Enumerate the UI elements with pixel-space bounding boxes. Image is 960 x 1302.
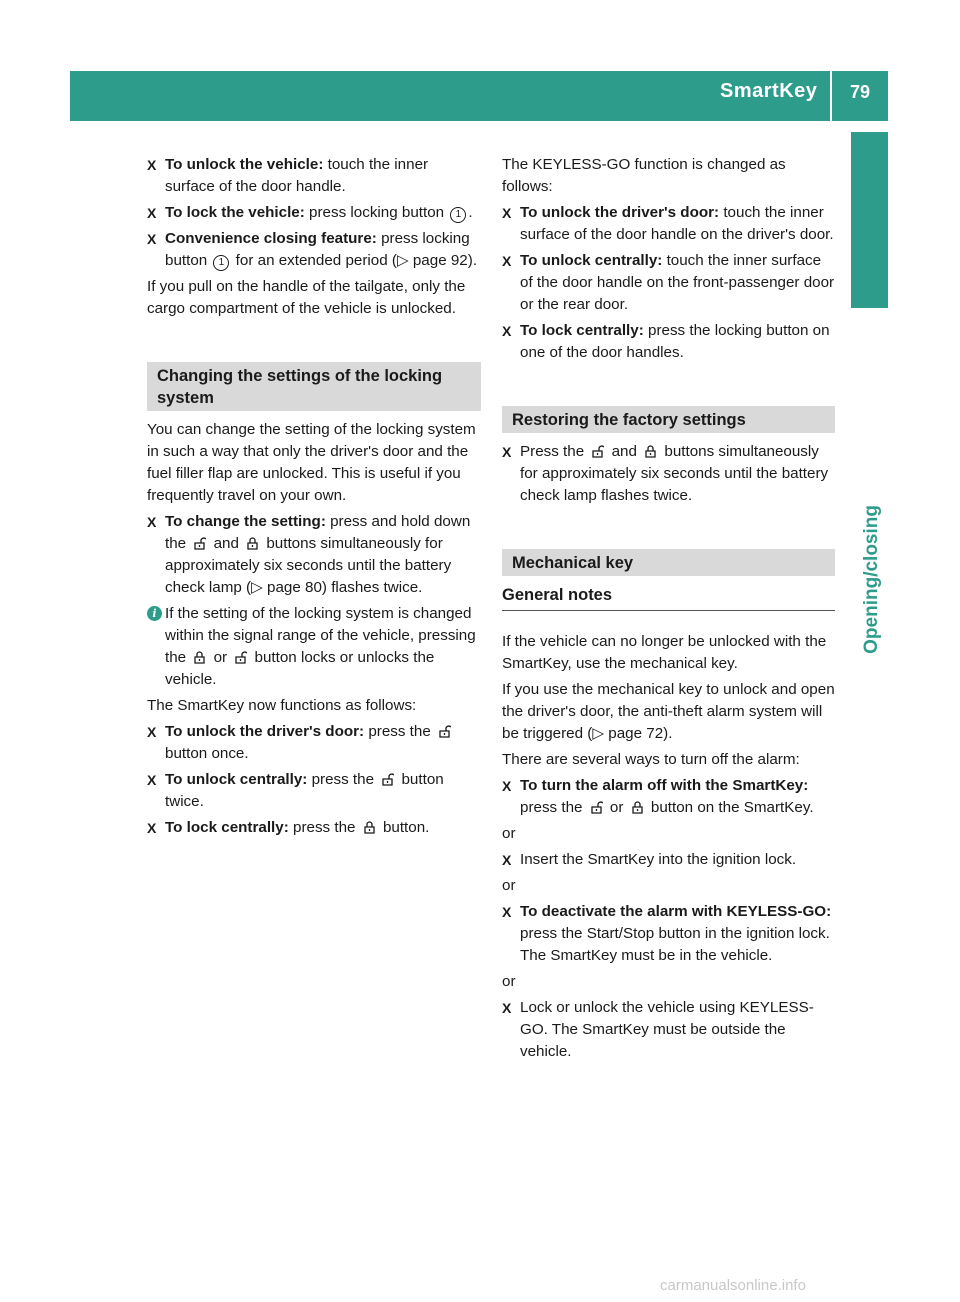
lock-button-icon xyxy=(246,536,259,550)
section-title: SmartKey xyxy=(720,80,818,102)
unlock-button-icon xyxy=(438,724,451,738)
info-text: If the setting of the locking system is changed within the signal range of the vehicle, pressing the xyxy=(165,605,476,666)
paragraph-text: If you use the mechanical key to unlock and open the driver's door, the anti-theft alarm system will be triggered ( xyxy=(502,681,835,742)
callout-1-icon: 1 xyxy=(450,207,466,223)
step-text: ). xyxy=(467,252,478,269)
step-text: press the xyxy=(307,771,379,788)
paragraph-alarm-triggered xyxy=(502,679,835,745)
paragraph-text: ). xyxy=(663,725,673,742)
step-marker: X xyxy=(502,323,512,339)
chapter-tab xyxy=(851,132,888,308)
or-separator: or xyxy=(502,825,516,842)
lock-button-icon xyxy=(363,820,376,834)
step-text: and xyxy=(607,443,642,460)
page-ref-arrow-icon: ▷ xyxy=(592,725,605,742)
step-unlock-drivers-door xyxy=(147,721,481,765)
page-reference[interactable]: page 72 xyxy=(608,725,664,742)
subheading-general-notes: General notes xyxy=(502,584,835,611)
step-text: and xyxy=(209,535,244,552)
step-label: To lock the vehicle: xyxy=(165,204,305,221)
step-marker: X xyxy=(147,820,157,836)
page-ref-arrow-icon: ▷ xyxy=(396,252,409,269)
step-text: touch the inner surface of the door handle on the driver's door. xyxy=(520,204,834,243)
step-text: press the xyxy=(520,799,587,816)
step-label: To turn the alarm off with the SmartKey: xyxy=(520,777,809,794)
step-marker: X xyxy=(147,205,157,221)
step-lock-centrally xyxy=(147,817,481,839)
unlock-button-icon xyxy=(591,444,604,458)
step-label: To lock centrally: xyxy=(165,819,289,836)
step-label: To unlock the driver's door: xyxy=(520,204,720,221)
step-unlock-centrally xyxy=(147,769,481,813)
step-label: To unlock centrally: xyxy=(165,771,308,788)
step-label: To change the setting: xyxy=(165,513,326,530)
info-icon: i xyxy=(147,606,162,621)
paragraph-keyless-go: The KEYLESS-GO function is changed as follows: xyxy=(502,156,786,195)
step-text: buttons simultaneously for approximately six seconds until the battery check lamp flashes twice. xyxy=(520,443,829,504)
left-column xyxy=(147,154,481,843)
heading-changing-settings: Changing the settings of the locking system xyxy=(147,362,481,411)
step-text: Press the xyxy=(520,443,589,460)
step-marker: X xyxy=(502,904,512,920)
header-divider xyxy=(830,71,832,121)
paragraph-locking-setting: You can change the setting of the locking system in such a way that only the driver's door and the fuel filler flap are unlocked. This is useful if you frequently travel on your own. xyxy=(147,421,476,504)
heading-restoring-factory: Restoring the factory settings xyxy=(502,406,835,433)
step-text: press the locking button on one of the door handles. xyxy=(520,322,830,361)
paragraph-mechanical-key: If the vehicle can no longer be unlocked with the SmartKey, use the mechanical key. xyxy=(502,633,827,672)
paragraph-alarm-ways: There are several ways to turn off the alarm: xyxy=(502,751,800,768)
step-marker: X xyxy=(147,772,157,788)
step-lock-unlock-keyless-go xyxy=(502,997,835,1063)
heading-mechanical-key: Mechanical key xyxy=(502,549,835,576)
step-marker: X xyxy=(502,778,512,794)
lock-button-icon xyxy=(644,444,657,458)
info-text: button locks or unlocks the vehicle. xyxy=(165,649,435,688)
step-marker: X xyxy=(502,444,512,460)
step-alarm-off-smartkey xyxy=(502,775,835,819)
lock-button-icon xyxy=(631,800,644,814)
step-deactivate-keyless-go xyxy=(502,901,835,967)
step-text: button once. xyxy=(165,745,249,762)
step-insert-ignition xyxy=(502,849,835,871)
step-unlock-vehicle xyxy=(147,154,481,198)
step-text: press and hold down the xyxy=(165,513,471,552)
step-kg-lock-centrally xyxy=(502,320,835,364)
page-ref-arrow-icon: ▷ xyxy=(251,579,263,596)
step-text: buttons simultaneously for approximately six seconds until the battery check lamp ( xyxy=(165,535,452,596)
step-text: press the xyxy=(288,819,360,836)
info-note xyxy=(147,603,481,691)
step-text: ) flashes twice. xyxy=(321,579,423,596)
step-marker: X xyxy=(502,852,512,868)
unlock-button-icon xyxy=(193,536,206,550)
or-separator: or xyxy=(502,877,516,894)
step-text: press locking button xyxy=(304,204,449,221)
step-text: for an extended period ( xyxy=(231,252,397,269)
info-text: or xyxy=(209,649,232,666)
page-reference[interactable]: page 80 xyxy=(267,579,322,596)
step-text: touch the inner surface of the door handle. xyxy=(165,156,429,195)
step-text: touch the inner surface of the door handle on the front-passenger door or the rear door. xyxy=(520,252,835,313)
watermark: carmanualsonline.info xyxy=(660,1277,806,1294)
lock-button-icon xyxy=(193,650,206,664)
step-marker: X xyxy=(147,514,157,530)
page-number: 79 xyxy=(850,82,871,102)
step-label: To lock centrally: xyxy=(520,322,644,339)
right-column xyxy=(502,154,835,1067)
step-restore-factory xyxy=(502,441,835,507)
chapter-label-text: Opening/closing xyxy=(861,505,882,654)
step-text: or xyxy=(605,799,628,816)
step-change-setting xyxy=(147,511,481,599)
step-kg-unlock-centrally xyxy=(502,250,835,316)
step-text: press the xyxy=(364,723,436,740)
step-text: button twice. xyxy=(165,771,444,810)
paragraph-tailgate: If you pull on the handle of the tailgate, only the cargo compartment of the vehicle is unlocked. xyxy=(147,278,466,317)
step-marker: X xyxy=(147,724,157,740)
page-reference[interactable]: page 92 xyxy=(412,252,468,269)
step-text: press locking button xyxy=(165,230,470,269)
step-marker: X xyxy=(147,157,157,173)
step-text: Lock or unlock the vehicle using KEYLESS-GO. The SmartKey must be outside the vehicle. xyxy=(520,999,814,1060)
step-marker: X xyxy=(147,231,157,247)
unlock-button-icon xyxy=(234,650,247,664)
step-lock-vehicle xyxy=(147,202,481,224)
or-separator: or xyxy=(502,973,516,990)
unlock-button-icon xyxy=(381,772,394,786)
step-convenience-closing xyxy=(147,228,481,272)
callout-1-icon: 1 xyxy=(213,255,229,271)
step-label: To unlock the driver's door: xyxy=(165,723,365,740)
paragraph-functions: The SmartKey now functions as follows: xyxy=(147,697,417,714)
chapter-label xyxy=(855,505,889,705)
step-marker: X xyxy=(502,205,512,221)
step-marker: X xyxy=(502,1000,512,1016)
step-text: press the Start/Stop button in the ignition lock. The SmartKey must be in the vehicle. xyxy=(520,925,830,964)
step-kg-unlock-drivers-door xyxy=(502,202,835,246)
step-text: button. xyxy=(378,819,430,836)
unlock-button-icon xyxy=(590,800,603,814)
step-text: . xyxy=(468,204,473,221)
step-text: Insert the SmartKey into the ignition lock. xyxy=(520,851,797,868)
step-label: To deactivate the alarm with KEYLESS-GO: xyxy=(520,903,832,920)
step-marker: X xyxy=(502,253,512,269)
step-label: Convenience closing feature: xyxy=(165,230,377,247)
step-label: To unlock centrally: xyxy=(520,252,663,269)
step-text: button on the SmartKey. xyxy=(646,799,814,816)
step-label: To unlock the vehicle: xyxy=(165,156,324,173)
